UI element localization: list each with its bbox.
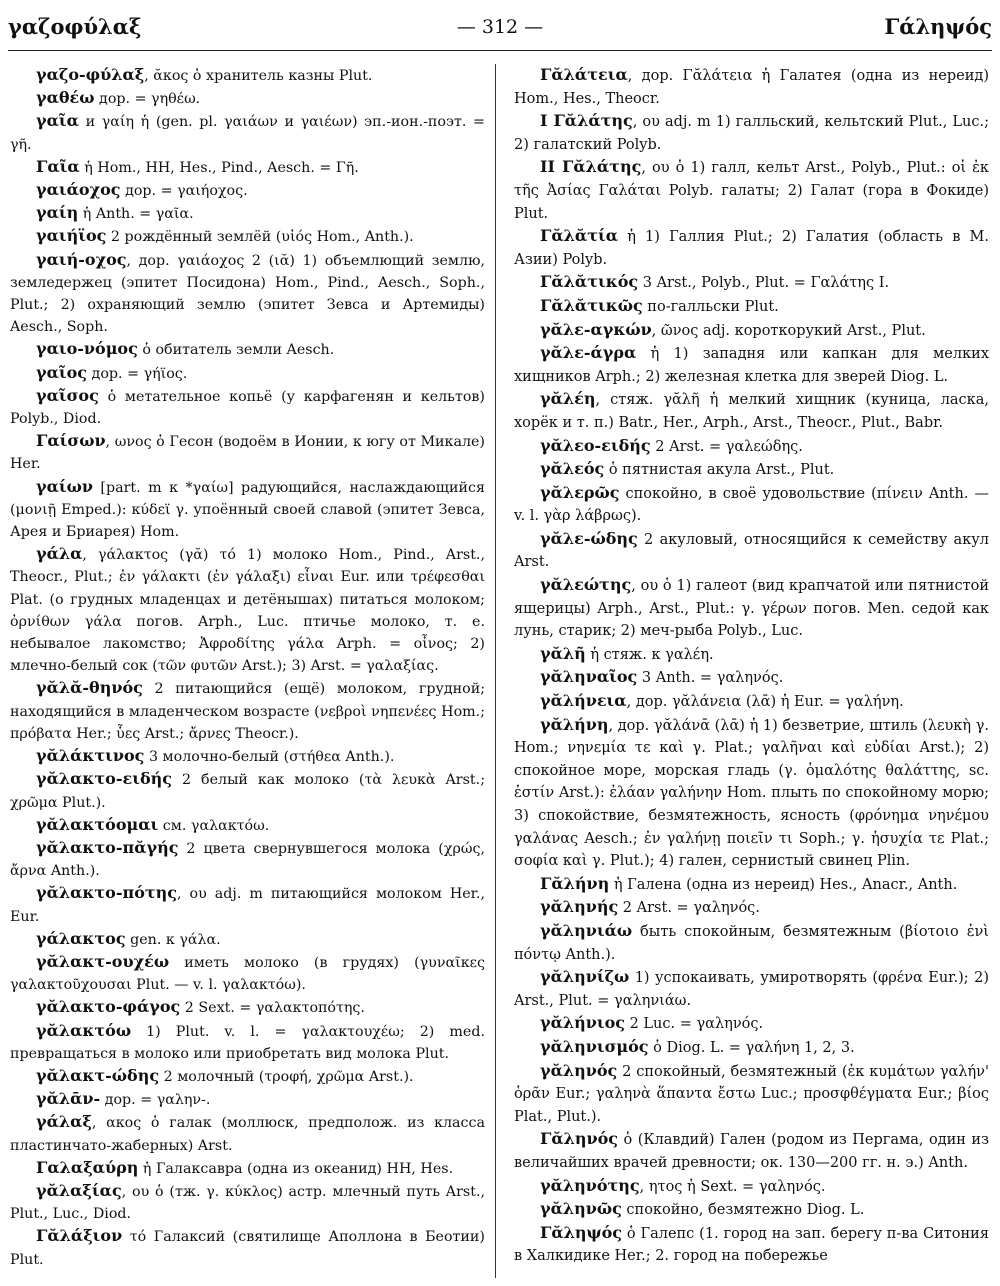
dictionary-entry: γᾰληνός 2 спокойный, безмятежный (ἐκ κυμάτων γαλήν' ὁρᾶν Eur.; γαληνὰ ἅπαντα ἔστω Luc.; προσφθέγματα Eur.; βίος Plat., Plut.). [514,1060,989,1125]
dictionary-entry: Γᾰλάξιον τό Галаксий (святилище Аполлона в Беотии) Plut. [10,1226,485,1268]
dictionary-entry: γαῖα и γαίη ἡ (gen. pl. γαιάων и γαιέων) эп.-ион.-поэт. = γῆ. [10,111,485,153]
dictionary-entry: γᾰλέη, стяж. γᾰλῆ ἡ мелкий хищник (куница, ласка, хорёк и т. п.) Batr., Her., Arph., Arst., Theocr., Plut., Babr. [514,389,989,431]
dictionary-entry: γᾰλε-ώδης 2 акуловый, относящийся к семейству акул Arst. [514,528,989,571]
dictionary-entry: γᾰλήνη, дор. γᾰλάνᾱ (λᾱ) ἡ 1) безветрие, штиль (λευκὴ γ. Hom.; νηνεμία τε καὶ γ. Plat.; γαλῆναι καὶ εὐδίαι Arst.); 2) спокойное море, морская гладь (γ. ὁμαλότης θαλάττης, sc. ἐστίν Arst.): ἐλάαν γαλήνην Hom. плыть по спокойному морю; 3) спокойствие, безмятежность, ясность (φρόνημα νηνέμου γαλάνας Aesch.; ἐν γαλήνῃ ποιεῖν τι Soph.; γ. ἡσυχία τε Plat.; σοφία καὶ γ. Plut.); 4) гален, сернистый свинец Plin. [514,714,989,870]
page-header [8,14,992,46]
dictionary-entry: Γαλαξαύρη ἡ Галаксавра (одна из океанид) HH, Hes. [36,1157,454,1177]
dictionary-entry: γᾰλακτο-ειδής 2 белый как молоко (τὰ λευκὰ Arst.; χρῶμα Plut.). [10,769,485,811]
page-number: — 312 — [456,16,544,38]
left-column [10,64,485,1271]
headword: γᾰλᾱν- [36,1089,101,1109]
headword: γᾰλακτ-ουχέω [36,951,170,971]
dictionary-entry: γᾰλε-άγρα ἡ 1) западня или капкан для мелких хищников Arph.; 2) железная клетка для зверей Diog. L. [514,343,989,385]
dictionary-entry: γᾰλεώτης, ου ὁ 1) галеот (вид крапчатой или пятнистой ящерицы) Arph., Arst., Plut.: γ. γέρων погов. Men. седой как лунь, старик; 2) меч-рыба Polyb., Luc. [514,575,989,640]
headword: Γαίσων [36,431,106,451]
headword: γᾰληνισμός [540,1036,649,1056]
headword: I Γᾰλάτης [540,111,633,131]
headword: Γᾰλᾰτικός [540,272,639,292]
dictionary-entry: Γαίσων, ωνος ὁ Гесон (водоём в Ионии, к югу от Микале) Her. [10,431,485,473]
dictionary-entry: Γᾰλᾰτικός 3 Arst., Polyb., Plut. = Γαλάτης I. [540,272,890,292]
dictionary-entry: γᾰλᾰ-θηνός 2 питающийся (ещё) молоком, грудной; находящийся в младенческом возрасте (νεβροὶ νηπενέες Hom.; πρόβατα Her.; ὗες Arst.; ἄρνες Theocr.). [10,678,485,742]
headword: Γᾰληψός [540,1222,622,1242]
headword: γᾰλῆ [540,643,586,663]
headword: Γᾰλάτεια [540,65,628,84]
running-head-right: Γάληψός [884,14,992,39]
headword: γᾰλήνεια [540,691,627,711]
headword: γᾰλε-αγκών [540,319,652,339]
headword: γᾰληνός [540,1060,618,1080]
dictionary-entry: γᾰληνότης, ητος ἡ Sext. = γαληνός. [540,1175,826,1195]
dictionary-entry: γᾰλᾱν- дор. = γαλην-. [36,1089,211,1109]
dictionary-entry: I Γᾰλάτης, ου adj. m 1) галльский, кельтский Plut., Luc.; 2) галатский Polyb. [514,111,989,153]
headword: Γᾰλάξιον [36,1226,123,1246]
headword: γαιο-νόμος [36,339,138,359]
dictionary-entry: γᾰληνῶς спокойно, безмятежно Diog. L. [540,1199,865,1219]
dictionary-entry: γᾰλαξίας, ου ὁ (тж. γ. κύκλος) астр. млечный путь Arst., Plut., Luc., Diod. [10,1180,485,1223]
dictionary-entry: γᾰλακτ-ουχέω иметь молоко (в грудях) (γυναῖκες γαλακτοῦχουσαι Plut. — v. l. γαλακτόω). [10,951,485,994]
headword: γᾰλακτο-πότης [36,883,177,903]
headword: γαιάοχος [36,180,121,200]
header-rule [8,50,992,51]
dictionary-entry: γαζο-φύλαξ, ᾰκος ὁ хранитель казны Plut. [36,65,373,84]
dictionary-entry: γᾰληνιάω быть спокойным, безмятежным (βίοτοιο ἐνὶ πόντῳ Anth.). [514,920,989,963]
headword: γᾰληνής [540,897,619,917]
headword: γαῖα [36,111,79,131]
headword: Γᾰληνός [540,1129,619,1149]
headword: γαθέω [36,88,95,108]
headword: γᾰλέη [540,389,596,409]
dictionary-entry: γαίων [part. m к *γαίω] радующийся, наслаждающийся (μονιῇ Emped.): κύδεϊ γ. упоённый своей славой (эпитет Зевса, Арея и Бриарея) Hom. [10,476,485,541]
headword: γᾰλᾰ-θηνός [36,678,143,698]
headword: Γᾰλᾰτικῶς [540,295,643,315]
dictionary-entry: Γαῖα ἡ Hom., HH, Hes., Pind., Aesch. = Γῆ. [36,156,359,176]
dictionary-entry: γαιήϊος 2 рождённый землёй (υἱός Hom., Anth.). [36,226,414,246]
headword: II Γᾰλάτης [540,157,642,177]
headword: γᾰληνότης [540,1175,640,1195]
headword: γᾰλακτο-πᾰγής [36,837,179,857]
dictionary-entry: Γᾰληνός ὁ (Клавдий) Гален (родом из Пергама, один из величайших врачей древности; ок. 130—200 гг. н. э.) Anth. [514,1129,989,1171]
headword: γᾰληνίζω [540,967,630,987]
dictionary-entry: γαιή-οχος, дор. γαιάοχος 2 (ιᾰ) 1) объемлющий землю, земледержец (эпитет Посидона) Hom., Pind., Aesch., Soph., Plut.; 2) охраняющий землю (эпитет Зевса и Артемиды) Aesch., Soph. [10,249,485,336]
headword: γᾰλακτόομαι [36,814,159,834]
dictionary-entry: γᾰλήνεια, дор. γᾰλάνεια (λᾱ) ἡ Eur. = γαλήνη. [540,691,904,711]
headword: γᾰλακτο-ειδής [36,769,172,789]
dictionary-entry: γᾰληνισμός ὁ Diog. L. = γαλήνη 1, 2, 3. [540,1036,855,1056]
headword: γαζο-φύλαξ [36,65,145,84]
headword: γᾰλακτόω [36,1020,132,1040]
dictionary-entry: γᾰλεο-ειδής 2 Arst. = γαλεώδης. [540,435,803,455]
headword: γᾰλεο-ειδής [540,435,651,455]
dictionary-entry: γᾰληναῖος 3 Anth. = γαληνός. [540,667,784,687]
dictionary-entry: γᾰλε-αγκών, ῶνος adj. короткорукий Arst., Plut. [540,319,926,339]
dictionary-entry: γαίη ἡ Anth. = γαῖα. [36,203,194,223]
headword: γᾰλακτ-ώδης [36,1065,160,1085]
dictionary-entry: γᾰλεός ὁ пятнистая акула Arst., Plut. [540,459,835,479]
dictionary-entry: γᾰλάκτινος 3 молочно-белый (στήθεα Anth.). [36,746,395,766]
headword: γαίων [36,476,93,496]
headword: γάλακτος [36,928,126,948]
column-divider [495,64,496,1278]
dictionary-entry: Γᾰληψός ὁ Галепс (1. город на зап. берегу п-ва Ситония в Халкидике Her.; 2. город на побережье [514,1222,989,1265]
headword: γαιήϊος [36,226,107,246]
headword: γᾰλάκτινος [36,746,145,766]
dictionary-entry: γᾰλήνιος 2 Luc. = γαληνός. [540,1013,764,1033]
headword: γᾰλε-άγρα [540,343,637,363]
dictionary-entry: γᾰλῆ ἡ стяж. к γαλέη. [540,643,714,663]
dictionary-entry: γάλαξ, ακος ὁ галак (моллюск, предполож. из класса пластинчато-жаберных) Arst. [10,1112,485,1154]
headword: γᾰλήνιος [540,1013,625,1033]
headword: γαίη [36,203,79,223]
headword: γᾰληνιάω [540,920,633,940]
dictionary-entry: γαθέω дор. = γηθέω. [36,88,201,108]
headword: Γαλαξαύρη [36,1157,139,1177]
dictionary-entry: γαιο-νόμος ὁ обитатель земли Aesch. [36,339,335,359]
dictionary-entry: Γᾰλάτεια, дор. Γᾰλάτεια ἡ Галатея (одна из нереид) Hom., Hes., Theocr. [514,65,989,107]
dictionary-entry: γᾰλακτόω 1) Plut. v. l. = γαλακτουχέω; 2) med. превращаться в молоко или приобретать вид молока Plut. [10,1020,485,1062]
dictionary-entry: Γᾰλᾰτία ἡ 1) Галлия Plut.; 2) Галатия (область в М. Азии) Polyb. [514,226,989,268]
dictionary-entry: γάλακτος gen. к γάλα. [36,928,221,948]
dictionary-entry: γαῖσος ὁ метательное копьё (у карфагенян и кельтов) Polyb., Diod. [10,385,485,428]
dictionary-entry: γᾰλερῶς спокойно, в своё удовольствие (πίνειν Anth. — v. l. γὰρ λάβρως). [514,482,989,525]
headword: γᾰλαξίας [36,1180,122,1200]
headword: γᾰληνῶς [540,1199,622,1219]
running-head-left: γαζοφύλαξ [8,14,142,39]
dictionary-entry: II Γᾰλάτης, ου ὁ 1) галл, кельт Arst., Polyb., Plut.: οἱ ἐκ τῆς Ἀσίας Γαλάται Polyb. галаты; 2) Галат (гора в Фокиде) Plut. [514,157,989,222]
dictionary-entry: γᾰλακτο-φάγος 2 Sext. = γαλακτοπότης. [36,997,365,1017]
dictionary-entry: γᾰληνίζω 1) успокаивать, умиротворять (φρένα Eur.); 2) Arst., Plut. = γαληνιάω. [514,967,989,1009]
headword: γάλαξ [36,1112,92,1132]
dictionary-entry: γᾰλακτ-ώδης 2 молочный (τροφή, χρῶμα Arst.). [36,1065,414,1085]
dictionary-entry: γαιάοχος дор. = γαιήοχος. [36,180,248,200]
headword: γαῖσος [36,385,99,405]
dictionary-entry: γαῖος дор. = γήϊος. [36,362,188,382]
headword: Γᾰλᾰτία [540,226,619,246]
headword: γᾰλερῶς [540,482,620,502]
dictionary-entry: γᾰλακτόομαι см. γαλακτόω. [36,814,270,834]
dictionary-entry: Γᾰλᾰτικῶς по-галльски Plut. [540,295,779,315]
dictionary-entry: Γᾰλήνη ἡ Галена (одна из нереид) Hes., Anacr., Anth. [540,873,958,893]
headword: Γᾰλήνη [540,873,610,893]
headword: γᾰληναῖος [540,667,638,687]
dictionary-entry: γᾰληνής 2 Arst. = γαληνός. [540,897,760,917]
headword: γᾰλακτο-φάγος [36,997,181,1017]
headword: γᾰλεός [540,459,605,479]
dictionary-entry: γᾰλακτο-πότης, ου adj. m питающийся молоком Her., Eur. [10,883,485,925]
headword: γᾰλε-ώδης [540,528,638,548]
headword: γᾰλεώτης [540,575,632,595]
headword: γάλα [36,544,83,564]
headword: γᾰλήνη [540,714,609,734]
right-column [514,64,989,1268]
headword: Γαῖα [36,156,80,176]
dictionary-entry: γᾰλακτο-πᾰγής 2 цвета свернувшегося молока (χρώς, ἄρνα Anth.). [10,837,485,880]
dictionary-entry: γάλα, γάλακτος (γᾰ) τό 1) молоко Hom., Pind., Arst., Theocr., Plut.; ἐν γάλακτι (ἐν γάλαξι) εἶναι Eur. или τρέφεσθαι Plat. (о грудных младенцах и детёнышах) питаться молоком; ὀρνίθων γάλα погов. Arph., Luc. птичье молоко, т. е. небывалое лакомство; Ἀφροδίτης γάλα Arph. = οἶνος; 2) млечно-белый сок (τῶν φυτῶν Arst.); 3) Arst. = γαλαξίας. [10,544,485,675]
headword: γαῖος [36,362,88,382]
headword: γαιή-οχος [36,249,127,269]
